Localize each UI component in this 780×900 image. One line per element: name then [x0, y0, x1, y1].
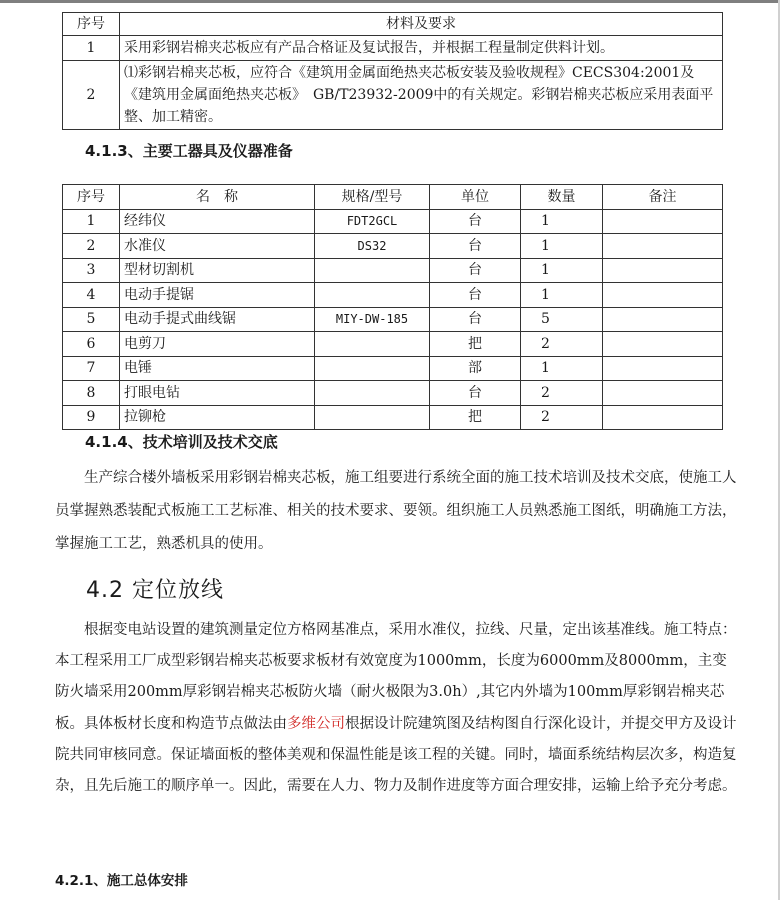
table-header-row [63, 185, 723, 210]
cell-no: 7 [63, 356, 120, 381]
cell-note [603, 332, 723, 357]
header-cell-unit: 单位 [430, 185, 521, 210]
cell-no: 2 [63, 234, 120, 259]
cell-qty: 1 [521, 283, 603, 308]
table-row [63, 381, 723, 406]
cell-no: 3 [63, 258, 120, 283]
table-row [63, 61, 723, 130]
cell-unit: 台 [430, 209, 521, 234]
table-row [63, 36, 723, 61]
cell-note [603, 209, 723, 234]
cell-name: 打眼电钻 [120, 381, 315, 406]
cell-qty: 2 [521, 381, 603, 406]
header-cell-note: 备注 [603, 185, 723, 210]
cell-name: 经纬仪 [120, 209, 315, 234]
cell-qty: 1 [521, 209, 603, 234]
cell-no: 5 [63, 307, 120, 332]
section-heading-4-2: 4.2 定位放线 [86, 578, 224, 603]
cell-note [603, 307, 723, 332]
materials-table [62, 12, 723, 130]
cell-name: 电锤 [120, 356, 315, 381]
table-row [63, 307, 723, 332]
row-number: 1 [63, 36, 120, 61]
section-heading-4-1-4: 4.1.4、技术培训及技术交底 [85, 433, 278, 451]
cell-unit: 把 [430, 405, 521, 430]
table-row [63, 356, 723, 381]
table-row [63, 258, 723, 283]
cell-spec [315, 283, 430, 308]
cell-no: 8 [63, 381, 120, 406]
cell-qty: 2 [521, 405, 603, 430]
cell-no: 4 [63, 283, 120, 308]
header-cell-requirements: 材料及要求 [120, 13, 723, 36]
table-row [63, 234, 723, 259]
cell-note [603, 405, 723, 430]
cell-name: 型材切割机 [120, 258, 315, 283]
company-name-highlight: 多维公司 [287, 715, 345, 732]
table-row [63, 405, 723, 430]
section-heading-4-1-3: 4.1.3、主要工器具及仪器准备 [85, 142, 293, 160]
cell-no: 6 [63, 332, 120, 357]
cell-qty: 2 [521, 332, 603, 357]
tools-table [62, 184, 723, 430]
row-text: ⑴彩钢岩棉夹芯板，应符合《建筑用金属面绝热夹芯板安装及验收规程》CECS304:2001及《建筑用金属面绝热夹芯板》 GB/T23932-2009中的有关规定。彩钢岩棉夹芯板应采用表面平整、加工精密。 [120, 61, 723, 130]
cell-note [603, 381, 723, 406]
cell-unit: 台 [430, 283, 521, 308]
cell-spec [315, 381, 430, 406]
table-header-row [63, 13, 723, 36]
top-border [0, 0, 780, 3]
cell-spec [315, 332, 430, 357]
cell-spec: FDT2GCL [315, 209, 430, 234]
header-cell-no: 序号 [63, 185, 120, 210]
cell-unit: 台 [430, 258, 521, 283]
cell-name: 拉铆枪 [120, 405, 315, 430]
cell-qty: 1 [521, 258, 603, 283]
cell-unit: 把 [430, 332, 521, 357]
cell-name: 电动手提锯 [120, 283, 315, 308]
cell-qty: 1 [521, 356, 603, 381]
cell-spec [315, 405, 430, 430]
cell-unit: 台 [430, 381, 521, 406]
cell-note [603, 283, 723, 308]
paragraph-positioning [55, 615, 740, 802]
cell-note [603, 234, 723, 259]
header-cell-name: 名 称 [120, 185, 315, 210]
cell-unit: 台 [430, 234, 521, 259]
paragraph-positioning-part-b: 根据设计院建筑图及结构图自行深化设计，并提交甲方及设计院共同审核同意。保证墙面板的整体美观和保温性能是该工程的关键。同时，墙面系统结构层次多，构造复杂，且先后施工的顺序单一。因此，需要在人力、物力及制作进度等方面合理安排，运输上给予充分考虑。 [55, 715, 737, 795]
header-cell-no: 序号 [63, 13, 120, 36]
cell-qty: 5 [521, 307, 603, 332]
header-cell-qty: 数量 [521, 185, 603, 210]
cell-spec: DS32 [315, 234, 430, 259]
row-text: 采用彩钢岩棉夹芯板应有产品合格证及复试报告，并根据工程量制定供料计划。 [120, 36, 723, 61]
cell-name: 电剪刀 [120, 332, 315, 357]
cell-qty: 1 [521, 234, 603, 259]
row-number: 2 [63, 61, 120, 130]
tools-table-body [63, 209, 723, 430]
paragraph-training: 生产综合楼外墙板采用彩钢岩棉夹芯板，施工组要进行系统全面的施工技术培训及技术交底，使施工人员掌握熟悉装配式板施工工艺标准、相关的技术要求、要领。组织施工人员熟悉施工图纸，明确施工方法，掌握施工工艺，熟悉机具的使用。 [55, 470, 737, 552]
table-row [63, 283, 723, 308]
cell-spec: MIY-DW-185 [315, 307, 430, 332]
cell-name: 水准仪 [120, 234, 315, 259]
cell-note [603, 356, 723, 381]
cell-name: 电动手提式曲线锯 [120, 307, 315, 332]
cell-spec [315, 258, 430, 283]
cell-note [603, 258, 723, 283]
cell-no: 1 [63, 209, 120, 234]
cell-unit: 台 [430, 307, 521, 332]
table-row [63, 332, 723, 357]
cell-no: 9 [63, 405, 120, 430]
cell-unit: 部 [430, 356, 521, 381]
section-heading-4-2-1: 4.2.1、施工总体安排 [55, 873, 188, 889]
table-row [63, 209, 723, 234]
paragraph-positioning-part-a: 根据变电站设置的建筑测量定位方格网基准点，采用水准仪，拉线、尺量，定出该基准线。施工特点：本工程采用工厂成型彩钢岩棉夹芯板要求板材有效宽度为1000mm，长度为6000mm及8000mm，主变防火墙采用200mm厚彩钢岩棉夹芯板防火墙（耐火极限为3.0h）,其它内外墙为100mm厚彩钢岩棉夹芯板。具体板材长度和构造节点做法由 [55, 622, 737, 732]
header-cell-spec: 规格/型号 [315, 185, 430, 210]
cell-spec [315, 356, 430, 381]
